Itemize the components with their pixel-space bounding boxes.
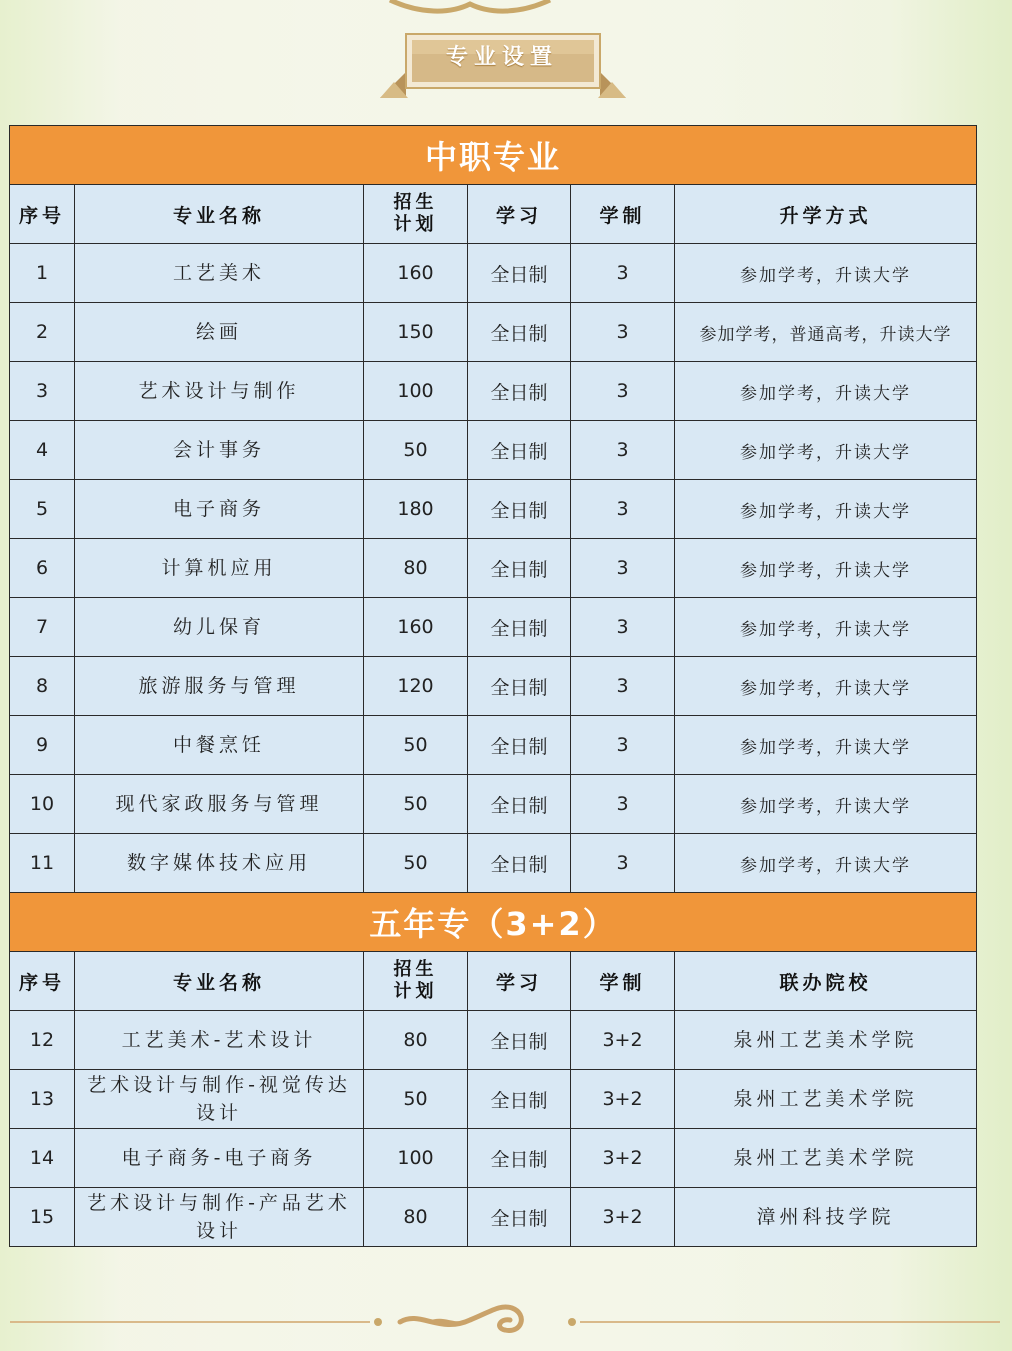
row-no: 13 — [10, 1070, 75, 1129]
table-row — [10, 1011, 977, 1070]
row-path: 参加学考，普通高考，升读大学 — [675, 303, 977, 362]
table-row — [10, 244, 977, 303]
row-no: 3 — [10, 362, 75, 421]
row-plan: 80 — [364, 1188, 468, 1247]
row-path: 参加学考，升读大学 — [675, 716, 977, 775]
row-study: 全日制 — [468, 1129, 571, 1188]
header-years: 学制 — [571, 952, 675, 1011]
row-plan: 150 — [364, 303, 468, 362]
header-plan: 招生 计划 — [364, 185, 468, 244]
table-row — [10, 1070, 977, 1129]
row-study: 全日制 — [468, 716, 571, 775]
row-years: 3 — [571, 657, 675, 716]
row-path: 参加学考，升读大学 — [675, 539, 977, 598]
row-study: 全日制 — [468, 1188, 571, 1247]
bottom-divider-icon — [0, 1290, 1012, 1340]
row-study: 全日制 — [468, 775, 571, 834]
row-name: 绘画 — [75, 303, 364, 362]
row-study: 全日制 — [468, 303, 571, 362]
row-path: 参加学考，升读大学 — [675, 244, 977, 303]
row-name: 计算机应用 — [75, 539, 364, 598]
table-header-row — [10, 185, 977, 244]
row-path: 参加学考，升读大学 — [675, 362, 977, 421]
row-years: 3 — [571, 480, 675, 539]
row-study: 全日制 — [468, 657, 571, 716]
header-study: 学习 — [468, 185, 571, 244]
row-name: 中餐烹饪 — [75, 716, 364, 775]
row-no: 5 — [10, 480, 75, 539]
majors-table — [9, 125, 977, 1247]
row-plan: 100 — [364, 362, 468, 421]
table-row — [10, 657, 977, 716]
row-no: 9 — [10, 716, 75, 775]
header-partner: 联办院校 — [675, 952, 977, 1011]
row-no: 6 — [10, 539, 75, 598]
row-name: 工艺美术 — [75, 244, 364, 303]
row-study: 全日制 — [468, 1011, 571, 1070]
header-study: 学习 — [468, 952, 571, 1011]
row-name: 艺术设计与制作-产品艺术设计 — [75, 1188, 364, 1247]
row-years: 3 — [571, 244, 675, 303]
row-name: 电子商务-电子商务 — [75, 1129, 364, 1188]
row-partner: 泉州工艺美术学院 — [675, 1129, 977, 1188]
row-years: 3+2 — [571, 1011, 675, 1070]
row-study: 全日制 — [468, 362, 571, 421]
row-no: 12 — [10, 1011, 75, 1070]
row-no: 1 — [10, 244, 75, 303]
row-plan: 120 — [364, 657, 468, 716]
row-name: 旅游服务与管理 — [75, 657, 364, 716]
section-title: 中职专业 — [10, 126, 977, 185]
header-path: 升学方式 — [675, 185, 977, 244]
row-plan: 50 — [364, 421, 468, 480]
row-name: 数字媒体技术应用 — [75, 834, 364, 893]
row-name: 工艺美术-艺术设计 — [75, 1011, 364, 1070]
banner-title: 专业设置 — [445, 45, 558, 70]
header-no: 序号 — [10, 952, 75, 1011]
row-study: 全日制 — [468, 244, 571, 303]
row-plan: 160 — [364, 244, 468, 303]
row-partner: 漳州科技学院 — [675, 1188, 977, 1247]
table-row — [10, 1129, 977, 1188]
row-study: 全日制 — [468, 480, 571, 539]
table-row — [10, 480, 977, 539]
table-row — [10, 539, 977, 598]
row-partner: 泉州工艺美术学院 — [675, 1070, 977, 1129]
row-no: 2 — [10, 303, 75, 362]
row-name: 电子商务 — [75, 480, 364, 539]
table-row — [10, 421, 977, 480]
row-years: 3 — [571, 303, 675, 362]
row-years: 3 — [571, 539, 675, 598]
top-ornament-icon — [380, 0, 560, 14]
row-plan: 50 — [364, 1070, 468, 1129]
row-no: 15 — [10, 1188, 75, 1247]
row-plan: 50 — [364, 716, 468, 775]
section-title: 五年专（3+2） — [10, 893, 977, 952]
header-no: 序号 — [10, 185, 75, 244]
header-years: 学制 — [571, 185, 675, 244]
row-name: 艺术设计与制作-视觉传达设计 — [75, 1070, 364, 1129]
row-no: 7 — [10, 598, 75, 657]
row-study: 全日制 — [468, 421, 571, 480]
row-no: 10 — [10, 775, 75, 834]
section-header-vocational — [10, 126, 977, 185]
row-partner: 泉州工艺美术学院 — [675, 1011, 977, 1070]
row-plan: 50 — [364, 775, 468, 834]
row-path: 参加学考，升读大学 — [675, 775, 977, 834]
row-no: 14 — [10, 1129, 75, 1188]
row-path: 参加学考，升读大学 — [675, 598, 977, 657]
row-study: 全日制 — [468, 1070, 571, 1129]
header-name: 专业名称 — [75, 952, 364, 1011]
row-study: 全日制 — [468, 598, 571, 657]
header-plan: 招生 计划 — [364, 952, 468, 1011]
row-plan: 50 — [364, 834, 468, 893]
table-row — [10, 1188, 977, 1247]
row-path: 参加学考，升读大学 — [675, 834, 977, 893]
row-plan: 100 — [364, 1129, 468, 1188]
row-study: 全日制 — [468, 539, 571, 598]
row-no: 11 — [10, 834, 75, 893]
row-name: 会计事务 — [75, 421, 364, 480]
header-name: 专业名称 — [75, 185, 364, 244]
table-row — [10, 598, 977, 657]
row-name: 艺术设计与制作 — [75, 362, 364, 421]
row-plan: 180 — [364, 480, 468, 539]
row-years: 3+2 — [571, 1129, 675, 1188]
row-plan: 160 — [364, 598, 468, 657]
table-row — [10, 303, 977, 362]
table-header-row — [10, 952, 977, 1011]
row-years: 3 — [571, 362, 675, 421]
row-years: 3 — [571, 421, 675, 480]
section-header-five-year — [10, 893, 977, 952]
row-path: 参加学考，升读大学 — [675, 421, 977, 480]
row-study: 全日制 — [468, 834, 571, 893]
table-row — [10, 834, 977, 893]
row-years: 3 — [571, 834, 675, 893]
row-path: 参加学考，升读大学 — [675, 480, 977, 539]
table-row — [10, 362, 977, 421]
row-years: 3+2 — [571, 1070, 675, 1129]
row-years: 3+2 — [571, 1188, 675, 1247]
row-years: 3 — [571, 598, 675, 657]
row-years: 3 — [571, 775, 675, 834]
table-row — [10, 716, 977, 775]
row-no: 8 — [10, 657, 75, 716]
row-plan: 80 — [364, 1011, 468, 1070]
row-name: 幼儿保育 — [75, 598, 364, 657]
row-name: 现代家政服务与管理 — [75, 775, 364, 834]
row-plan: 80 — [364, 539, 468, 598]
row-no: 4 — [10, 421, 75, 480]
table-row — [10, 775, 977, 834]
row-years: 3 — [571, 716, 675, 775]
row-path: 参加学考，升读大学 — [675, 657, 977, 716]
